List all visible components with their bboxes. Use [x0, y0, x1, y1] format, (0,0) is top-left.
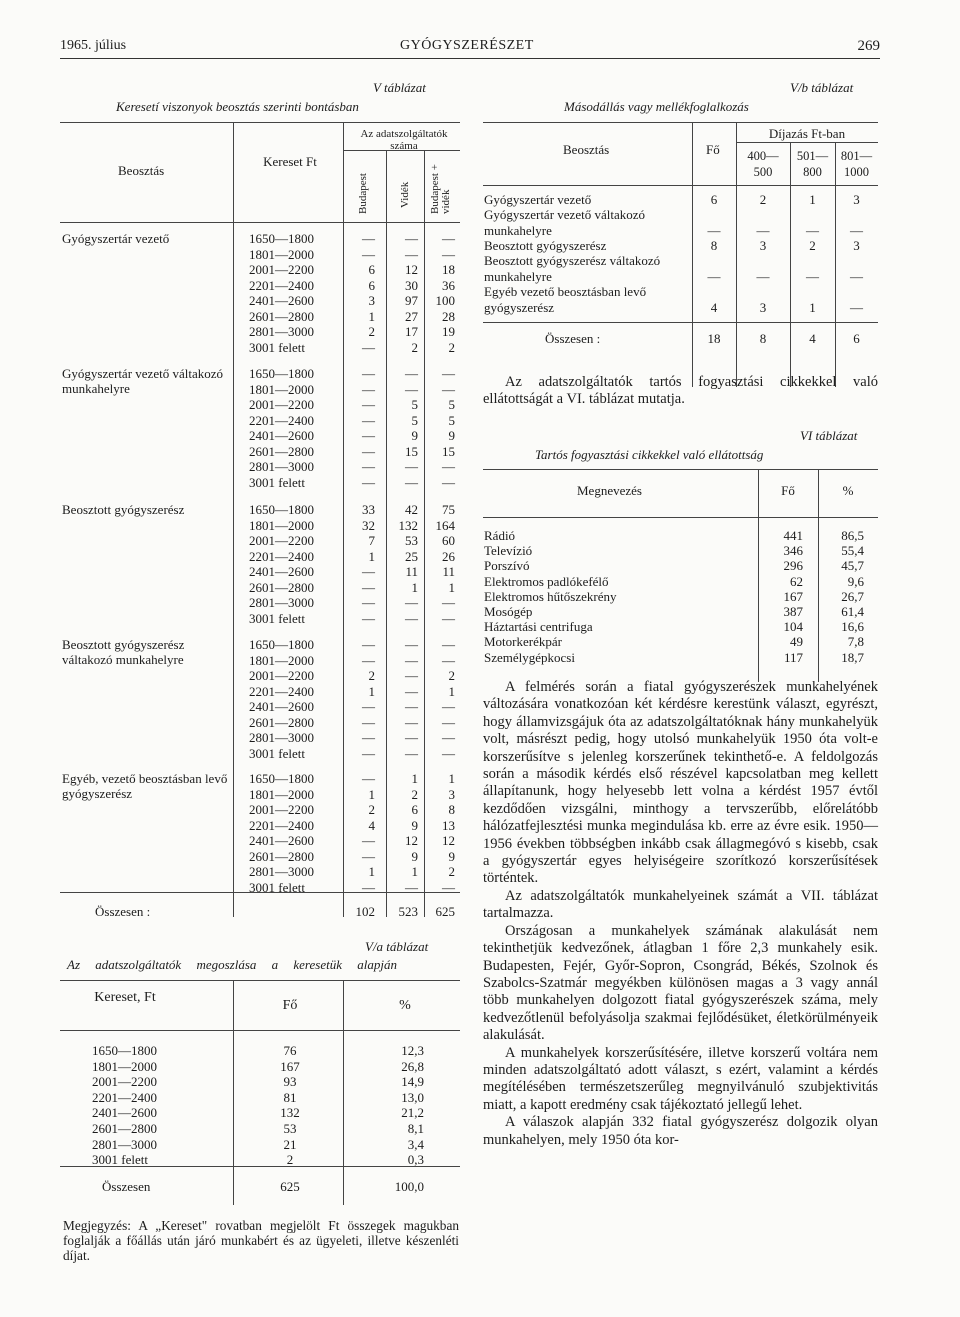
t5-range: 1650—1800 [249, 637, 314, 652]
t5a-col-pct: % [399, 998, 411, 1013]
t6-fo: 104 [783, 619, 803, 635]
t5-col-beosztas: Beosztás [118, 163, 165, 178]
t5-cell-bp: — [362, 714, 375, 730]
t5b-fo: — [707, 268, 721, 284]
t5b-total-c: 6 [853, 331, 860, 346]
table6-label: VI táblázat [800, 428, 858, 443]
t5b-col-beosztas: Beosztás [563, 142, 610, 157]
t5-cell-videk: — [405, 668, 418, 683]
t5-cell-bp: — [362, 231, 375, 246]
t5-cell-sum: — [442, 246, 455, 262]
t5b-row-name: Beosztott gyógyszerész [484, 238, 607, 253]
t5-total-bp: 102 [355, 904, 375, 919]
t5-cell-bp: 6 [368, 262, 375, 277]
t5-range: 2601—2800 [249, 443, 314, 459]
t5b-col-dijazas: Díjazás Ft-ban [768, 126, 846, 141]
t5-cell-videk: — [405, 246, 418, 262]
t5b-fo: 4 [710, 299, 718, 315]
t5-cell-sum: 2 [448, 339, 455, 355]
t5-cell-videk: 12 [405, 833, 418, 848]
t5-range: 2401—2600 [249, 699, 314, 714]
t5-range: 2801—3000 [249, 730, 314, 745]
t5b-c: 3 [853, 238, 860, 253]
t5b-subheader: 801— 1000 [840, 149, 873, 179]
t5a-fo: 2 [286, 1152, 294, 1168]
t5-cell-bp: — [362, 879, 375, 895]
t5-cell-sum: 60 [442, 533, 455, 548]
t5-cell-sum: 1 [448, 579, 455, 595]
t5b-b: — [806, 268, 819, 284]
t5-cell-videk: — [405, 730, 418, 745]
t5-cell-videk: 6 [411, 802, 418, 817]
t5-range: 1801—2000 [249, 652, 314, 668]
t5-cell-videk: — [405, 366, 418, 381]
t5-cell-bp: — [362, 771, 375, 786]
t6-pct: 55,4 [841, 543, 864, 559]
t5-cell-videk: 1 [411, 771, 418, 786]
t5-range: 2001—2200 [249, 802, 314, 817]
t5-cell-videk: 9 [411, 848, 418, 864]
t5-cell-sum: 1 [448, 771, 455, 786]
t5-range: 3001 felett [249, 339, 305, 355]
t5-cell-videk: — [405, 459, 418, 474]
t5-cell-sum: — [442, 745, 455, 761]
t5-cell-bp: — [362, 579, 375, 595]
t5-cell-bp: — [362, 246, 375, 262]
t5-cell-sum: 13 [442, 817, 455, 833]
t5a-pct: 3,4 [407, 1136, 424, 1152]
t5a-fo: 167 [280, 1058, 300, 1074]
t5-cell-bp: 1 [368, 548, 375, 564]
t6-fo: 49 [790, 634, 803, 650]
t5-cell-bp: 1 [368, 786, 375, 802]
t5b-a: 3 [759, 299, 767, 315]
t5-cell-sum: 26 [442, 548, 455, 564]
t5-col-bp: Budapest [357, 173, 369, 214]
t5-total-label: Összesen : [95, 904, 151, 919]
t5-col-kereset: Kereset Ft [263, 154, 317, 169]
t5b-row-name: Gyógyszertár vezető váltakozó munkahelyre [484, 207, 645, 238]
t5b-subheader: 400— 500 [747, 149, 779, 179]
t5-range: 3001 felett [249, 474, 305, 490]
t5b-c: — [850, 222, 863, 238]
t5-col-videk: Vidék [399, 181, 411, 208]
t5-cell-sum: 28 [442, 308, 455, 324]
t5-range: 1801—2000 [249, 246, 314, 262]
t5-cell-sum: — [442, 459, 455, 474]
t5-cell-bp: 1 [368, 683, 375, 699]
t5a-fo: 53 [283, 1121, 297, 1136]
t5-cell-sum: — [442, 474, 455, 490]
t5-cell-bp: — [362, 848, 375, 864]
t5-range: 2001—2200 [249, 397, 314, 412]
t5a-range: 1801—2000 [92, 1058, 157, 1074]
t5b-a: 2 [759, 192, 767, 207]
paragraph: A munkahelyek korszerűsítésére, illetve korszerű voltára nem minden adatszolgáltató adott választ, s ezért, valamint a kérdés megítélésében természetszerűleg megnyilvánuló szubjektivitás miatt, a kapott eredmény csak tájékoztató jellegű lehet. [483, 1044, 878, 1113]
t5-cell-videk: — [405, 652, 418, 668]
t5-range: 1801—2000 [249, 381, 314, 397]
t5-cell-bp: — [362, 652, 375, 668]
t5b-subheader: 501— 800 [796, 149, 829, 179]
t6-fo: 441 [783, 528, 803, 543]
t6-pct: 9,6 [847, 573, 864, 589]
t5-cell-videk: 30 [405, 277, 418, 293]
t5-col-group: Az adatszolgáltatók száma [360, 128, 448, 152]
t5-group-name: Egyéb, vezető beosztásban levő gyógyszerész [62, 771, 228, 801]
t5-cell-videk: — [405, 595, 418, 610]
t5-cell-sum: 75 [442, 502, 455, 517]
header-rule [60, 58, 880, 59]
t5-total-sum: 625 [435, 904, 455, 919]
table5b-title: Másodállás vagy mellékfoglalkozás [564, 99, 749, 114]
t5a-fo: 93 [283, 1074, 297, 1090]
table5-title: Keresetí viszonyok beosztás szerinti bontásban [116, 99, 359, 114]
t5-cell-videk: — [405, 610, 418, 626]
t5-cell-sum: — [442, 730, 455, 745]
t5-cell-bp: — [362, 610, 375, 626]
t5b-row-name: Gyógyszertár vezető [484, 192, 592, 207]
t5-group-name: Beosztott gyógyszerész [62, 502, 185, 517]
t5-cell-videk: — [405, 699, 418, 714]
t5-cell-bp: — [362, 474, 375, 490]
t5-cell-sum: — [442, 610, 455, 626]
t5b-col-fo: Fő [706, 142, 720, 157]
t5a-range: 2201—2400 [92, 1089, 157, 1105]
t5b-a: 3 [759, 238, 767, 253]
t5-cell-sum: 5 [448, 412, 455, 428]
t5-cell-bp: — [362, 595, 375, 610]
t5-range: 1650—1800 [249, 771, 314, 786]
t5a-total-label: Összesen [102, 1179, 151, 1194]
t5-cell-sum: 12 [442, 833, 455, 848]
t5-cell-videk: — [405, 879, 418, 895]
t6-pct: 18,7 [841, 649, 864, 665]
t5b-c: 3 [853, 192, 860, 207]
t5-range: 2401—2600 [249, 833, 314, 848]
t5b-c: — [850, 268, 863, 284]
t5b-a: — [756, 268, 770, 284]
t5-range: 2801—3000 [249, 324, 314, 339]
t5-cell-bp: — [362, 443, 375, 459]
t5a-range: 2801—3000 [92, 1136, 157, 1152]
intro-paragraph: Az adatszolgáltatók tartós fogyasztási cikkekkel való ellátottságát a VI. táblázat mutatja. [483, 374, 878, 408]
t6-pct: 16,6 [841, 619, 864, 635]
t5-cell-sum: — [442, 231, 455, 246]
body-text [483, 679, 878, 1149]
t5-cell-bp: — [362, 428, 375, 443]
t5a-range: 1650—1800 [92, 1043, 157, 1058]
table5a-label: V/a táblázat [365, 939, 429, 954]
t5-cell-bp: — [362, 366, 375, 381]
t5-cell-videk: 42 [405, 502, 418, 517]
t5a-fo: 132 [280, 1105, 300, 1121]
t5-cell-bp: — [362, 745, 375, 761]
t5-cell-videk: 5 [411, 412, 418, 428]
header-date: 1965. július [60, 38, 127, 53]
t5b-fo: — [707, 222, 721, 238]
t5-cell-sum: — [442, 652, 455, 668]
paragraph: Az adatszolgáltatók munkahelyeinek számát a VII. táblázat tartalmazza. [483, 887, 878, 922]
t6-row-name: Elektromos padlókefélő [484, 573, 609, 589]
t5-cell-videk: — [405, 745, 418, 761]
t6-fo: 296 [783, 558, 803, 574]
t5-cell-bp: 33 [362, 502, 375, 517]
t5-range: 2201—2400 [249, 683, 314, 699]
t6-fo: 62 [790, 573, 803, 589]
t5b-a: — [756, 222, 770, 238]
t5a-pct: 0,3 [407, 1152, 424, 1168]
t6-pct: 26,7 [841, 588, 864, 604]
t5-range: 2801—3000 [249, 459, 314, 474]
t5-cell-videk: — [405, 714, 418, 730]
t5a-fo: 81 [283, 1089, 297, 1105]
t5-range: 2401—2600 [249, 293, 314, 308]
t6-pct: 45,7 [841, 558, 864, 574]
t5-cell-bp: — [362, 381, 375, 397]
t5a-col-kereset: Kereset, Ft [94, 990, 156, 1005]
t5-range: 2401—2600 [249, 428, 314, 443]
t5a-range: 2401—2600 [92, 1105, 157, 1121]
t5-cell-videk: 9 [411, 817, 418, 833]
t5-col-sum: Budapest + vidék [429, 164, 452, 214]
t5b-total-a: 8 [759, 331, 767, 346]
t6-fo: 117 [783, 649, 803, 665]
t5-range: 1650—1800 [249, 231, 314, 246]
t5-cell-sum: 9 [448, 848, 455, 864]
t5-cell-videk: 5 [411, 397, 418, 412]
t5-cell-videk: 11 [405, 564, 418, 579]
t5b-total-fo: 18 [707, 331, 721, 346]
t6-row-name: Háztartási centrifuga [484, 619, 593, 635]
t5-cell-bp: 2 [368, 324, 375, 339]
running-header [60, 38, 880, 56]
t5-cell-bp: — [362, 412, 375, 428]
t5a-pct: 8,1 [407, 1121, 424, 1136]
t6-fo: 387 [783, 604, 803, 619]
t6-row-name: Motorkerékpár [484, 634, 562, 650]
t5-cell-bp: 7 [368, 533, 375, 548]
t5a-range: 2001—2200 [92, 1074, 157, 1090]
t5-cell-videk: 25 [405, 548, 418, 564]
t5-cell-bp: 4 [368, 817, 375, 833]
table5-label: V táblázat [373, 80, 426, 95]
t5-cell-bp: — [362, 459, 375, 474]
t6-col-pct: % [842, 483, 854, 498]
paragraph: A válaszok alapján 332 fiatal gyógyszerész dolgozik olyan munkahelyen, mely 1950 óta kor- [483, 1114, 878, 1148]
t5-range: 3001 felett [249, 879, 305, 895]
t5-group-name: Gyógyszertár vezető [62, 231, 170, 246]
t5-cell-sum: 8 [448, 802, 455, 817]
t5-cell-sum: 2 [448, 668, 455, 683]
t5-range: 2001—2200 [249, 668, 314, 683]
t5-cell-bp: — [362, 833, 375, 848]
t5a-pct: 26,8 [401, 1058, 424, 1074]
t5-cell-sum: 18 [442, 262, 455, 277]
t6-col-name: Megnevezés [577, 483, 642, 498]
t5-cell-bp: 3 [368, 293, 375, 308]
t5-cell-sum: 2 [448, 864, 455, 879]
t5-range: 2201—2400 [249, 412, 314, 428]
t5-range: 2201—2400 [249, 548, 314, 564]
t5-cell-sum: 19 [442, 324, 455, 339]
t5-cell-bp: 32 [362, 517, 375, 533]
t5-range: 3001 felett [249, 745, 305, 761]
t5-total-videk: 523 [398, 904, 418, 919]
t5-group-name: Gyógyszertár vezető váltakozó munkahelyre [62, 366, 223, 396]
t5-cell-sum: — [442, 637, 455, 652]
t5b-c: — [850, 299, 863, 315]
t5-range: 1801—2000 [249, 786, 314, 802]
t5a-fo: 76 [283, 1043, 297, 1058]
t5-cell-bp: — [362, 699, 375, 714]
t5-cell-bp: 6 [368, 277, 375, 293]
t5-cell-videk: — [405, 231, 418, 246]
t5-cell-videk: 2 [411, 786, 418, 802]
t6-row-name: Elektromos hűtőszekrény [484, 588, 617, 604]
t5a-range: 3001 felett [92, 1152, 148, 1168]
t5-range: 2601—2800 [249, 308, 314, 324]
t5-cell-sum: 164 [435, 517, 455, 533]
t5-range: 2801—3000 [249, 595, 314, 610]
table5b-label: V/b táblázat [790, 80, 854, 95]
t5-cell-videk: 132 [398, 517, 418, 533]
t5-cell-bp: 2 [368, 802, 375, 817]
t5-cell-sum: 36 [442, 277, 455, 293]
t5a-range: 2601—2800 [92, 1121, 157, 1136]
t5-cell-sum: 100 [435, 293, 455, 308]
t5-cell-bp: — [362, 637, 375, 652]
t5-cell-videk: 17 [405, 324, 418, 339]
t5-cell-sum: 9 [448, 428, 455, 443]
t5-cell-videk: 27 [405, 308, 418, 324]
header-journal: GYÓGYSZERÉSZET [400, 38, 534, 53]
t5-range: 3001 felett [249, 610, 305, 626]
t6-pct: 86,5 [841, 528, 864, 543]
t6-row-name: Televízió [484, 543, 533, 559]
t5-cell-videk: 1 [411, 864, 418, 879]
t5-cell-videk: 53 [405, 533, 418, 548]
t5-cell-sum: — [442, 381, 455, 397]
t5-range: 2201—2400 [249, 277, 314, 293]
t5-cell-sum: — [442, 366, 455, 381]
table5a-title: Az adatszolgáltatók megoszlása a keresetük alapján [67, 957, 397, 972]
t5b-total-label: Összesen : [545, 331, 601, 346]
t5-cell-videk: — [405, 474, 418, 490]
t5-cell-sum: 11 [442, 564, 455, 579]
t6-pct: 61,4 [841, 604, 864, 619]
t5-cell-bp: 1 [368, 308, 375, 324]
t5b-b: — [806, 222, 819, 238]
t5-cell-sum: 15 [442, 443, 455, 459]
t5-range: 2601—2800 [249, 579, 314, 595]
t5-cell-videk: — [405, 381, 418, 397]
t5-cell-sum: — [442, 595, 455, 610]
t5-range: 2201—2400 [249, 817, 314, 833]
t5-cell-videk: 15 [405, 443, 418, 459]
t5a-pct: 21,2 [401, 1105, 424, 1121]
t6-pct: 7,8 [847, 634, 864, 650]
t6-row-name: Porszívó [484, 558, 530, 574]
t5-cell-videk: 12 [405, 262, 418, 277]
t5a-pct: 13,0 [401, 1089, 424, 1105]
table5a-note: Megjegyzés: A „Kereset" rovatban megjelölt Ft összegek magukban foglalják a főállás után járó munkabért és az ügyeleti, illetve készenléti díjat. [63, 1218, 459, 1263]
t5a-total-fo: 625 [280, 1179, 300, 1194]
t5-cell-videk: 9 [411, 428, 418, 443]
t6-fo: 167 [783, 588, 803, 604]
t6-col-fo: Fő [781, 483, 795, 498]
t5b-total-b: 4 [809, 331, 816, 346]
t5-cell-sum: 3 [448, 786, 455, 802]
paragraph: A felmérés során a fiatal gyógyszerészek munkahelyének változására vonatkozóan két kérdésre kerestünk választ, egyrészt, hogy államvizsgájuk óta az adatszolgáltatóknak hány munkahelyük volt, másrészt pedig, hogy utolsó munkahelyük 1950 óta volt-e korszerűsítve s jelenleg korszerűnek tekinthető-e. A feldolgozás során a második kérdés első részével kapcsolatban meg kellett állapítanunk, hogy helyesebb lett volna a kérdést 1957 évtől kezdődően vizsgálni, minthogy a tervszerűbb, előrelátóbb hálózatfejlesztési munka megindulása kb. erre az évre esik. 1950—1956 években többségben inkább csak állagmegóvó s kisebb, csak a gyógyszertár egyes helyiségeire szorítkozó korszerűsítések történtek. [483, 679, 878, 887]
t5-range: 2601—2800 [249, 848, 314, 864]
t5-range: 1650—1800 [249, 366, 314, 381]
t5b-b: 1 [809, 299, 816, 315]
t5-cell-bp: — [362, 730, 375, 745]
t5a-col-fo: Fő [282, 998, 298, 1013]
t5-cell-videk: — [405, 637, 418, 652]
t5a-pct: 14,9 [401, 1074, 424, 1090]
t5-cell-bp: — [362, 339, 375, 355]
t5-cell-sum: — [442, 879, 455, 895]
t5-cell-bp: 2 [368, 668, 375, 683]
t5-range: 1801—2000 [249, 517, 314, 533]
t5a-total-pct: 100,0 [394, 1179, 424, 1194]
t5b-fo: 8 [710, 238, 718, 253]
t5b-b: 1 [809, 192, 816, 207]
page-number: 269 [857, 38, 880, 54]
t5-range: 2801—3000 [249, 864, 314, 879]
t5-cell-sum: — [442, 714, 455, 730]
table6-title: Tartós fogyasztási cikkekkel való ellátottság [535, 447, 764, 462]
t5b-row-name: Egyéb vezető beosztásban levő gyógyszerész [484, 284, 647, 315]
t5b-row-name: Beosztott gyógyszerész váltakozó munkahelyre [484, 253, 661, 284]
t5a-fo: 21 [283, 1136, 297, 1152]
t5-range: 2001—2200 [249, 533, 314, 548]
t5-cell-sum: 1 [448, 683, 455, 699]
t6-row-name: Rádió [484, 528, 516, 543]
t5b-b: 2 [809, 238, 816, 253]
t5-range: 2401—2600 [249, 564, 314, 579]
t5-cell-bp: — [362, 564, 375, 579]
paragraph: Országosan a munkahelyek számának alakulását nem tekinthetjük kedvezőnek, átlagban 1 főre 2,3 munkahely esik. Budapesten, Fejér, Győr-Sopron, Csongrád, Békés, Szolnok és Szabolcs-Szatmár megyékben különösen magas a 3 vagy annál több munkahelyen dolgozott fiatal gyógyszerészek száma, mely kedvezőtlenül befolyásolja szakmai fejlődésüket, életkörülményeik alakulását. [483, 922, 878, 1044]
t5-cell-sum: 5 [448, 397, 455, 412]
t5-cell-bp: — [362, 397, 375, 412]
t5-cell-videk: — [405, 683, 418, 699]
t5-cell-sum: — [442, 699, 455, 714]
t5-cell-videk: 2 [411, 339, 418, 355]
t5-cell-bp: 1 [368, 864, 375, 879]
t5-group-name: Beosztott gyógyszerész váltakozó munkahelyre [62, 637, 185, 667]
t5b-fo: 6 [710, 192, 718, 207]
t5-cell-videk: 1 [411, 579, 418, 595]
t5-range: 2001—2200 [249, 262, 314, 277]
t6-row-name: Mosógép [484, 604, 533, 619]
t6-row-name: Személygépkocsi [484, 649, 575, 665]
t6-fo: 346 [783, 543, 803, 559]
t5-range: 2601—2800 [249, 714, 314, 730]
t5a-pct: 12,3 [401, 1043, 424, 1058]
t5-range: 1650—1800 [249, 502, 314, 517]
t5-cell-videk: 97 [405, 293, 418, 308]
